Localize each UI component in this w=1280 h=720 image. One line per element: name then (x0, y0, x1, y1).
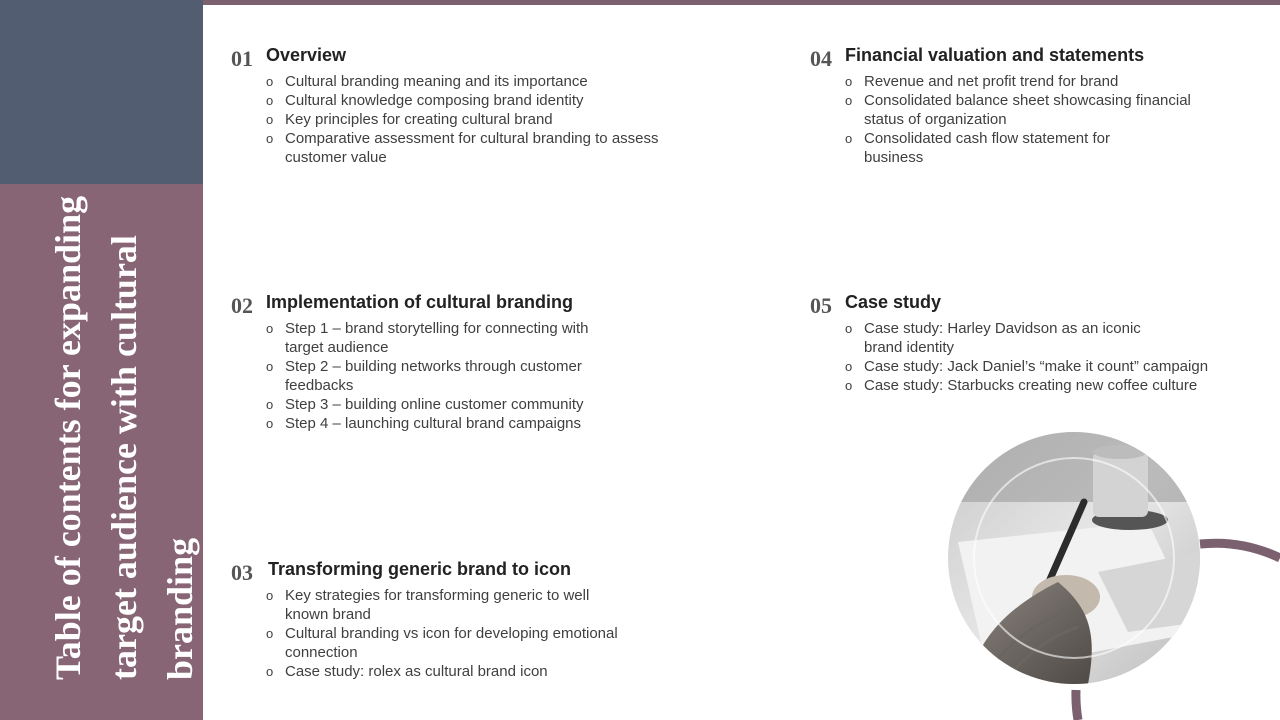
bullet-marker: o (266, 626, 274, 641)
bullet-marker: o (266, 588, 274, 603)
bullet-marker: o (845, 74, 853, 89)
page-title: Table of contents for expanding target audience with cultural branding (48, 195, 200, 680)
list-item-text: Revenue and net profit trend for brand (864, 73, 1119, 90)
bullet-marker: o (845, 93, 853, 108)
list-item (266, 357, 616, 395)
list-item (845, 91, 1220, 129)
photo-illustration (948, 432, 1200, 684)
list-item (845, 72, 1220, 91)
bullet-marker: o (266, 74, 274, 89)
list-item (266, 586, 621, 624)
list-item (266, 110, 696, 129)
list-item-text: Case study: rolex as cultural brand icon (285, 663, 548, 680)
list-item (266, 395, 616, 414)
section-item-list (266, 72, 696, 167)
bullet-marker: o (845, 321, 853, 336)
section-number: 02 (231, 293, 253, 318)
list-item (266, 129, 696, 167)
section-number: 03 (231, 560, 253, 585)
bullet-marker: o (266, 416, 274, 431)
list-item-text: Consolidated balance sheet showcasing financial status of organization (864, 92, 1191, 128)
list-item-text: Key principles for creating cultural brand (285, 111, 553, 128)
list-item-text: Comparative assessment for cultural branding to assess customer value (285, 130, 659, 166)
writing-hand-photo (948, 432, 1200, 684)
list-item-text: Step 1 – brand storytelling for connecting with target audience (285, 320, 589, 356)
bullet-marker: o (845, 131, 853, 146)
list-item (266, 72, 696, 91)
section-heading: Overview (266, 45, 347, 65)
top-accent-bar (203, 0, 1280, 5)
title-panel (0, 0, 203, 720)
list-item-text: Step 2 – building networks through customer feedbacks (285, 358, 582, 394)
list-item (266, 414, 616, 433)
list-item (266, 624, 621, 662)
list-item-text: Case study: Harley Davidson as an iconic brand identity (864, 320, 1141, 356)
list-item-text: Case study: Jack Daniel’s “make it count” campaign (864, 358, 1209, 375)
bullet-marker: o (266, 664, 274, 679)
list-item-text: Cultural branding vs icon for developing emotional connection (285, 625, 618, 661)
list-item (845, 357, 1265, 376)
list-item-text: Step 3 – building online customer community (285, 396, 584, 413)
section-heading: Financial valuation and statements (845, 45, 1145, 65)
section-number: 01 (231, 46, 253, 71)
list-item (845, 376, 1265, 395)
bullet-marker: o (845, 359, 853, 374)
bullet-marker: o (266, 131, 274, 146)
list-item-text: Step 4 – launching cultural brand campaigns (285, 415, 582, 432)
list-item-text: Consolidated cash flow statement for business (864, 130, 1110, 166)
list-item (266, 319, 616, 357)
list-item (266, 91, 696, 110)
bullet-marker: o (845, 378, 853, 393)
list-item-text: Key strategies for transforming generic to well known brand (285, 587, 590, 623)
list-item-text: Cultural knowledge composing brand identity (285, 92, 584, 109)
bullet-marker: o (266, 359, 274, 374)
list-item-text: Cultural branding meaning and its importance (285, 73, 588, 90)
section-item-list (266, 586, 621, 681)
list-item (266, 662, 621, 681)
section-number: 04 (810, 46, 832, 71)
bullet-marker: o (266, 397, 274, 412)
bullet-marker: o (266, 112, 274, 127)
list-item (845, 319, 1164, 357)
bullet-marker: o (266, 321, 274, 336)
section-heading: Case study (845, 292, 942, 312)
section-number: 05 (810, 293, 832, 318)
bullet-marker: o (266, 93, 274, 108)
section-item-list (845, 319, 1265, 395)
section-item-list (266, 319, 616, 433)
list-item (845, 129, 1114, 167)
section-item-list (845, 72, 1220, 167)
section-heading: Implementation of cultural branding (266, 292, 574, 312)
section-heading: Transforming generic brand to icon (268, 559, 572, 579)
list-item-text: Case study: Starbucks creating new coffee culture (864, 377, 1198, 394)
